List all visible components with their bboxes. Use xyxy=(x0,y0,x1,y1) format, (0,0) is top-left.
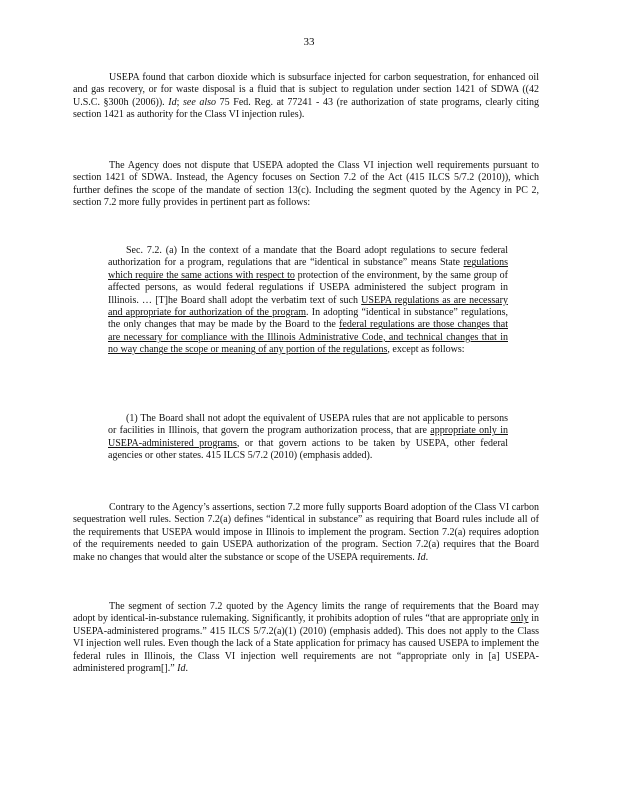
p1-see-also: see also xyxy=(183,96,217,108)
p6-text-c: . xyxy=(185,663,188,675)
p3-text-c: . In adopting “identical in substance” regulations, the only changes that may be made by the Board to the xyxy=(108,307,508,331)
p3-text-b: protection of the environment, by the same group of affected persons, as would federal regulations if USEPA administered the subject program in Illinois. … [T]he Board shall adopt the verbatim text of such xyxy=(108,269,508,306)
paragraph-segment-limits xyxy=(73,601,539,675)
paragraph-contrary-assertions xyxy=(73,502,539,564)
p5-text-b: . xyxy=(425,551,429,563)
p4-underline-1: appropriate only in USEPA-administered programs xyxy=(108,425,508,449)
p1-text-a: USEPA found that carbon dioxide which is subsurface injected for carbon sequestration, for enhanced oil and gas recovery, or for waste disposal is a fluid that is subject to regulation under section 1421 of SDWA ((42 U.S.C. §300h (2006)). xyxy=(73,72,539,108)
p3-text-a: Sec. 7.2. (a) In the context of a mandate that the Board adopt regulations to secure federal authorization for a program, regulations that are “identical in substance” means State xyxy=(108,245,508,269)
p5-id-citation: Id xyxy=(417,551,426,563)
p6-text-b: in USEPA-administered programs.” 415 ILCS 5/7.2(a)(1) (2010) (emphasis added). This does not apply to the Class VI injection well rules. Even though the lack of a State application for primacy has caused USEPA to implement the federal rules in Illinois, the Class VI injection well requirements are not “appropriate only in [a] USEPA-administered program[].” xyxy=(73,613,539,675)
p1-text-b: ; xyxy=(176,96,184,108)
p6-underline-1: only xyxy=(510,613,529,625)
p3-underline-2: USEPA regulations as are necessary and appropriate for authorization of the program xyxy=(108,294,509,319)
p3-underline-3: federal regulations are those changes that are necessary for compliance with the Illinois Administrative Code, and technical changes that in no way change the scope or meaning of any portion of the regulations xyxy=(108,319,508,356)
block-quote-section-7-2 xyxy=(108,245,508,357)
paragraph-agency-position: The Agency does not dispute that USEPA adopted the Class VI injection well requirements pursuant to section 1421 of SDWA. Instead, the Agency focuses on Section 7.2 of the Act (415 ILCS 5/7.2 (2010)), which further defines the scope of the mandate of section 13(c). Including the segment quoted by the Agency in PC 2, section 7.2 more fully provides in pertinent part as follows: xyxy=(73,160,539,209)
p1-text-c: 75 Fed. Reg. at 77241 - 43 (re authorization of state programs, clearly citing section 1421 as authority for the Class VI injection rules). xyxy=(73,96,539,121)
p4-text-a: (1) The Board shall not adopt the equivalent of USEPA rules that are not applicable to persons or facilities in Illinois, that govern the program authorization process, that are xyxy=(108,413,508,437)
p3-text-d: , except as follows: xyxy=(387,344,465,356)
p1-id-citation: Id xyxy=(168,96,177,108)
paragraph-usepa-finding xyxy=(73,72,539,122)
p4-text-b: , or that govern actions to be taken by USEPA, other federal agencies or other states. 415 ILCS 5/7.2 (2010) (emphasis added). xyxy=(108,437,508,462)
p6-id-citation: Id xyxy=(177,663,186,675)
page-number: 33 xyxy=(303,36,315,48)
block-quote-subsection-1 xyxy=(108,413,508,463)
p3-underline-1: regulations which require the same actions with respect to xyxy=(108,257,508,281)
p6-text-a: The segment of section 7.2 quoted by the Agency limits the range of requirements that the Board may adopt by identical-in-substance rulemaking. Significantly, it prohibits adoption of rules “that are appropriate xyxy=(73,601,539,625)
p5-text-a: Contrary to the Agency’s assertions, section 7.2 more fully supports Board adoption of the Class VI carbon sequestration well rules. Section 7.2(a) defines “identical in substance” as requiring that Board rules include all of the requirements that USEPA would impose in Illinois to implement the program. Section 7.2(a) requires adoption of the requirements needed to gain USEPA authorization of the program. Section 7.2(a) requires that the Board make no changes that would alter the substance or scope of the USEPA requirements. xyxy=(73,502,539,563)
